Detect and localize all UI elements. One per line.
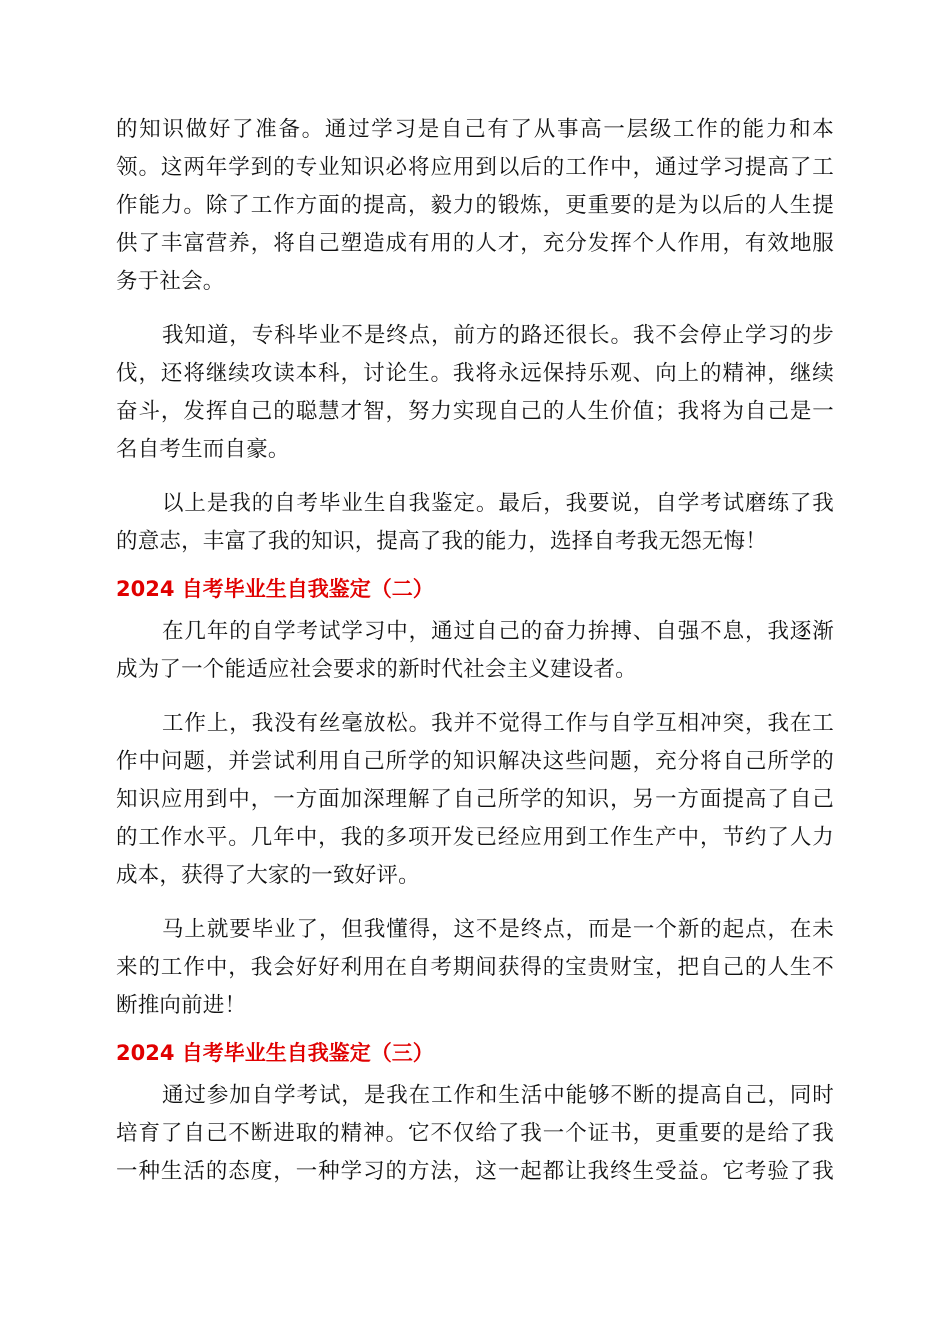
paragraph-3	[116, 485, 834, 561]
document-page	[116, 111, 834, 1207]
section3-paragraph-1	[116, 1077, 834, 1191]
section-heading-2: 2024 自考毕业生自我鉴定（二）	[116, 577, 434, 601]
text-line: 成本，获得了大家的一致好评。	[116, 863, 420, 888]
text-line: 作能力。除了工作方面的提高，毅力的锻炼，更重要的是为以后的人生提	[116, 193, 834, 218]
text-line: 伐，还将继续攻读本科，讨论生。我将永远保持乐观、向上的精神，继续	[116, 361, 834, 386]
text-line: 供了丰富营养，将自己塑造成有用的人才，充分发挥个人作用，有效地服	[116, 231, 834, 256]
text-line: 通过参加自学考试，是我在工作和生活中能够不断的提高自己，同时	[162, 1083, 834, 1108]
text-line: 培育了自己不断进取的精神。它不仅给了我一个证书，更重要的是给了我	[116, 1121, 834, 1146]
text-line: 领。这两年学到的专业知识必将应用到以后的工作中，通过学习提高了工	[116, 155, 834, 180]
text-line: 的知识做好了准备。通过学习是自己有了从事高一层级工作的能力和本	[116, 117, 834, 142]
paragraph-1	[116, 111, 834, 301]
text-line: 奋斗，发挥自己的聪慧才智，努力实现自己的人生价值；我将为自己是一	[116, 399, 834, 424]
text-line: 的工作水平。几年中，我的多项开发已经应用到工作生产中，节约了人力	[116, 825, 834, 850]
text-line: 成为了一个能适应社会要求的新时代社会主义建设者。	[116, 657, 637, 682]
text-line: 在几年的自学考试学习中，通过自己的奋力拚搏、自强不息，我逐渐	[162, 619, 834, 644]
paragraph-2	[116, 317, 834, 469]
section2-paragraph-3	[116, 911, 834, 1025]
text-line: 务于社会。	[116, 269, 225, 294]
text-line: 一种生活的态度，一种学习的方法，这一起都让我终生受益。它考验了我	[116, 1159, 834, 1184]
text-line: 以上是我的自考毕业生自我鉴定。最后，我要说，自学考试磨练了我	[162, 491, 834, 516]
text-line: 马上就要毕业了，但我懂得，这不是终点，而是一个新的起点，在未	[162, 917, 834, 942]
text-line: 作中问题，并尝试利用自己所学的知识解决这些问题，充分将自己所学的	[116, 749, 834, 774]
text-line: 工作上，我没有丝毫放松。我并不觉得工作与自学互相冲突，我在工	[162, 711, 834, 736]
text-line: 名自考生而自豪。	[116, 437, 290, 462]
section-heading-3: 2024 自考毕业生自我鉴定（三）	[116, 1041, 434, 1065]
section2-paragraph-2	[116, 705, 834, 895]
text-line: 来的工作中，我会好好利用在自考期间获得的宝贵财宝，把自己的人生不	[116, 955, 834, 980]
section2-paragraph-1	[116, 613, 834, 689]
text-line: 知识应用到中，一方面加深理解了自己所学的知识，另一方面提高了自己	[116, 787, 834, 812]
text-line: 断推向前进！	[116, 993, 247, 1018]
text-line: 我知道，专科毕业不是终点，前方的路还很长。我不会停止学习的步	[162, 323, 834, 348]
text-line: 的意志，丰富了我的知识，提高了我的能力，选择自考我无怨无悔！	[116, 529, 768, 554]
